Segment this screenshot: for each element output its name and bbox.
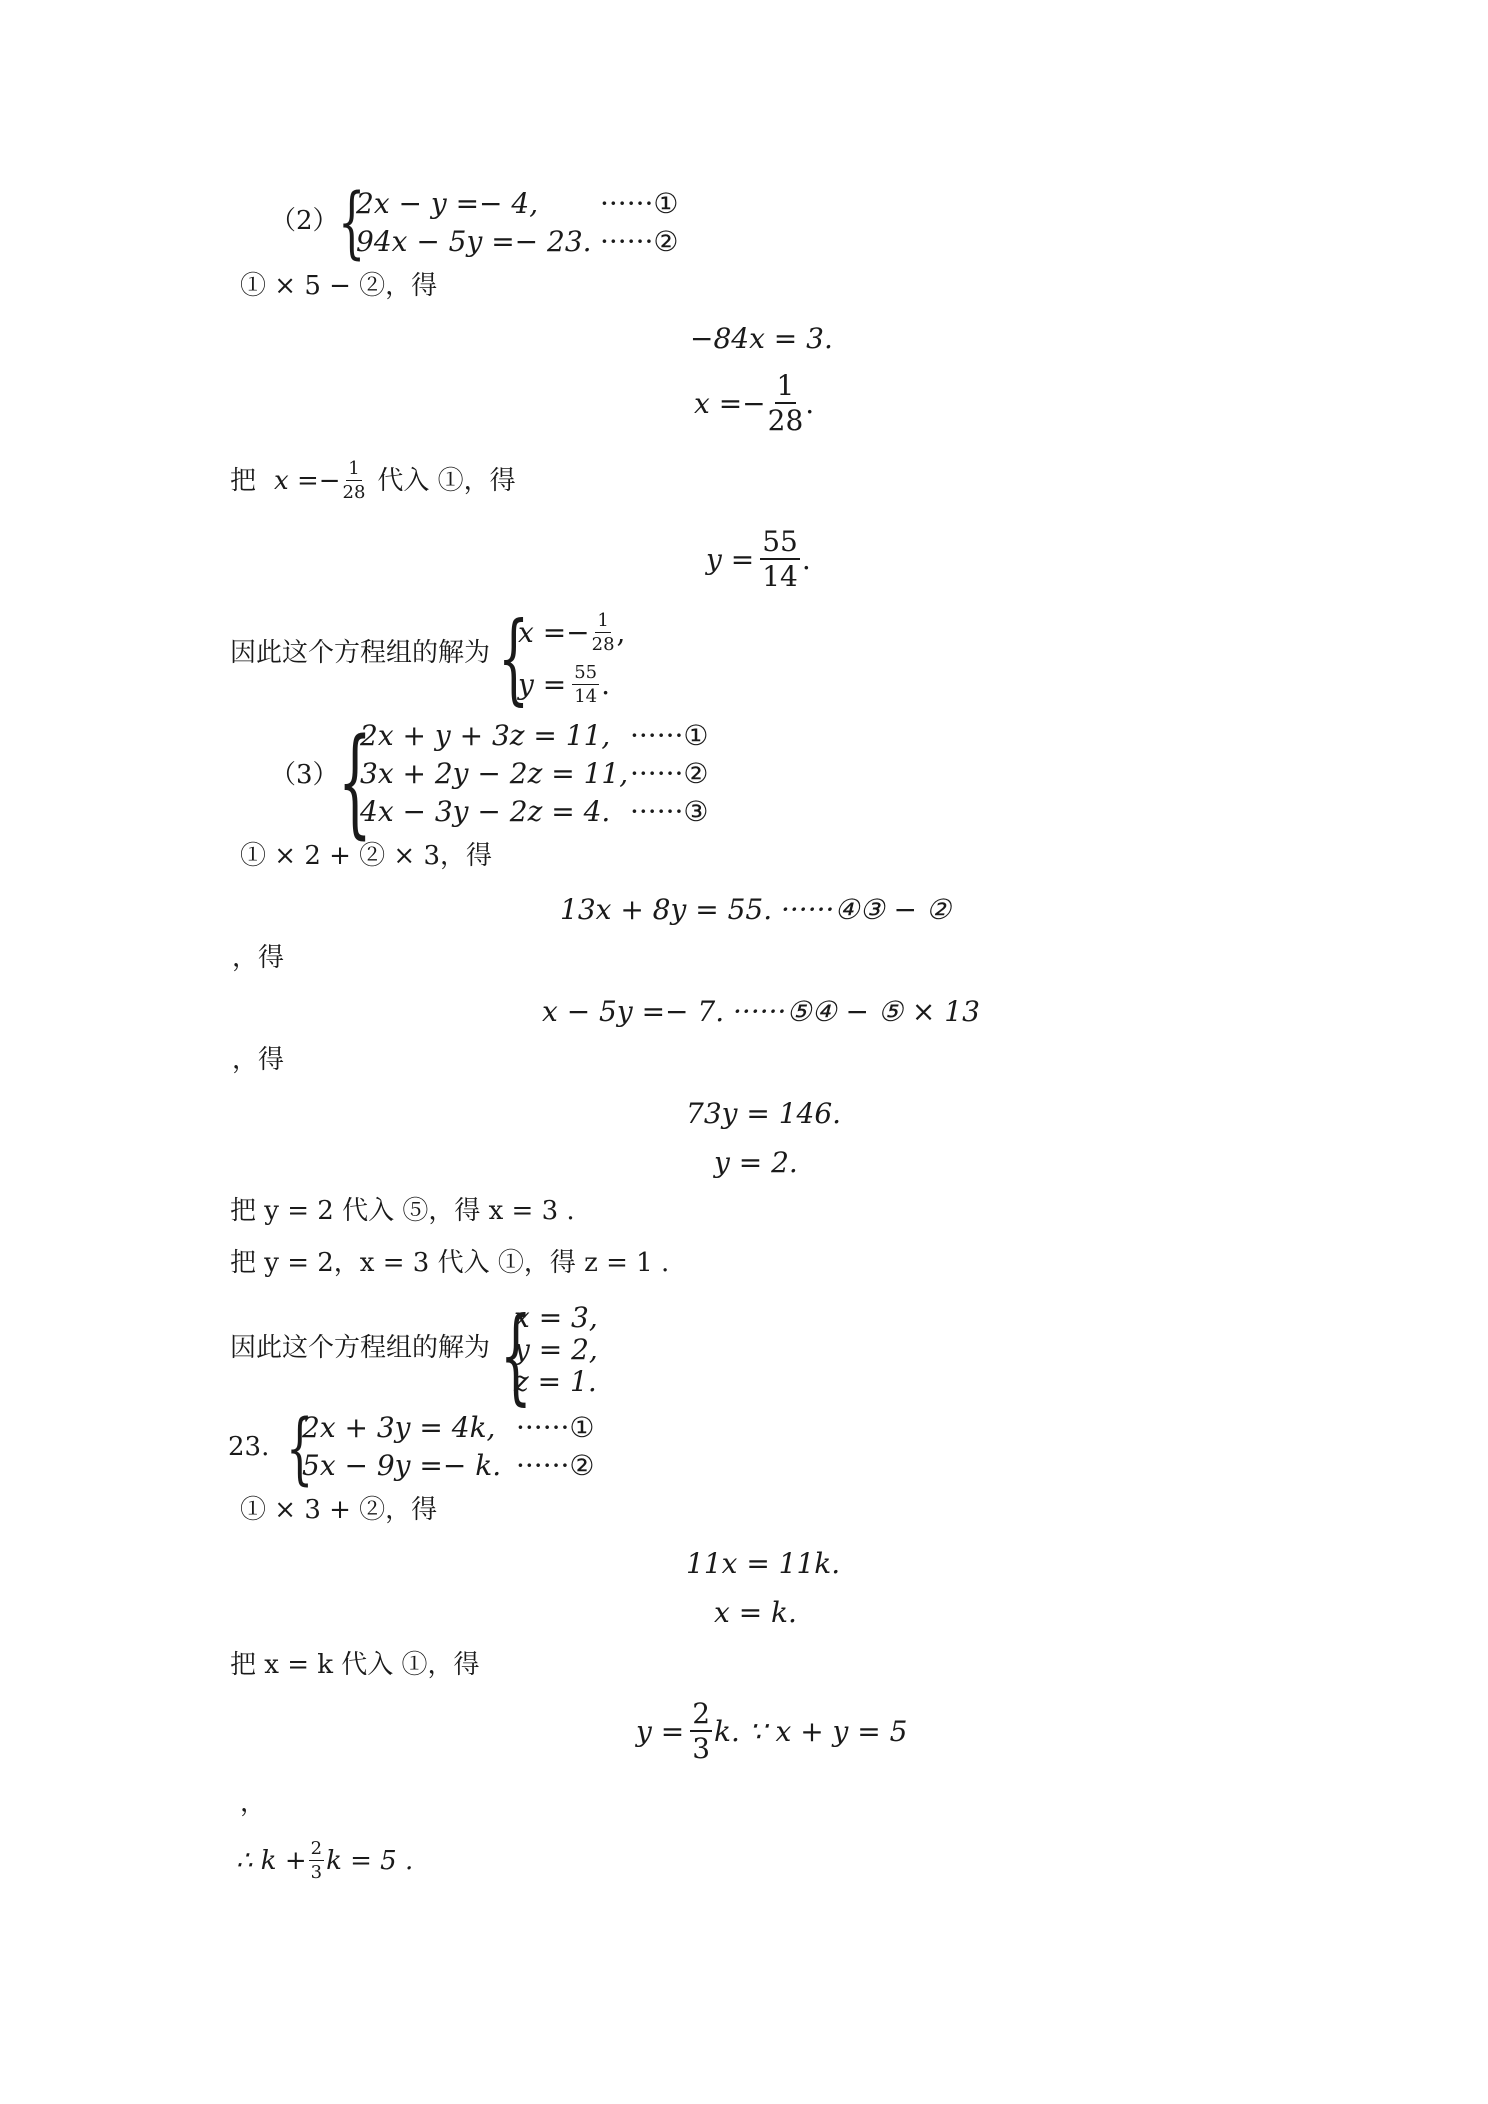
equation-2: 5x − 9y =− k. bbox=[302, 1449, 502, 1482]
result-equation: x − 5y =− 7. ······⑤④ − ⑤ × 13 bbox=[542, 995, 980, 1028]
problem-23-label: 23. bbox=[228, 1432, 270, 1462]
fraction bbox=[343, 460, 366, 502]
lhs: ∴ k + bbox=[236, 1846, 307, 1876]
step-text: ，得 bbox=[232, 1045, 285, 1075]
solution-z: z = 1. bbox=[514, 1365, 597, 1398]
part-2-label: （2） bbox=[270, 206, 339, 236]
lhs: y = bbox=[636, 1714, 685, 1748]
solution-y: y = 2, bbox=[514, 1333, 598, 1366]
substitution-line bbox=[230, 460, 516, 502]
step-text: ，得 bbox=[232, 943, 285, 973]
result-equation: y = 2. bbox=[714, 1146, 798, 1179]
fraction bbox=[592, 612, 615, 654]
result-equation: x = k. bbox=[714, 1596, 797, 1629]
fraction bbox=[760, 525, 800, 593]
substitution-line: 把 x = k 代入 ①，得 bbox=[230, 1650, 480, 1680]
tail: . bbox=[805, 386, 815, 420]
numerator: 55 bbox=[574, 662, 598, 683]
lhs: x =− bbox=[518, 616, 590, 649]
lhs: x =− bbox=[694, 386, 766, 420]
lhs: y = bbox=[706, 542, 755, 576]
tail: k = 5 . bbox=[326, 1846, 414, 1876]
solution-y bbox=[518, 664, 610, 706]
solution-label: 因此这个方程组的解为 bbox=[230, 638, 491, 668]
tail: k. ∵ x + y = 5 bbox=[714, 1714, 908, 1748]
denominator: 28 bbox=[591, 634, 615, 655]
denominator: 14 bbox=[762, 560, 798, 593]
fraction bbox=[767, 369, 804, 437]
fraction bbox=[690, 1697, 712, 1765]
result-fraction-equation bbox=[636, 1697, 908, 1765]
fraction bbox=[572, 664, 599, 706]
result-equation: −84x = 3. bbox=[690, 322, 833, 355]
result-equation: 11x = 11k. bbox=[686, 1547, 841, 1580]
numerator: 2 bbox=[310, 1838, 323, 1859]
brace-symbol: { bbox=[286, 1404, 314, 1494]
denominator: 28 bbox=[342, 482, 366, 503]
solution-label: 因此这个方程组的解为 bbox=[230, 1333, 491, 1363]
equation-tag-1: ······① bbox=[630, 719, 709, 752]
equation-tag-1: ······① bbox=[600, 187, 679, 220]
result-equation: 13x + 8y = 55. ······④③ − ② bbox=[560, 893, 951, 926]
step-text: ① × 5 − ②，得 bbox=[240, 271, 438, 301]
denominator: 28 bbox=[767, 404, 804, 437]
denominator: 3 bbox=[692, 1732, 711, 1765]
brace-symbol: { bbox=[500, 1294, 532, 1416]
equation-tag-2: ······② bbox=[630, 757, 709, 790]
subst-prefix: 把 bbox=[230, 466, 257, 496]
equation-tag-2: ······② bbox=[516, 1449, 595, 1482]
brace-symbol: { bbox=[338, 712, 372, 850]
equation-1: 2x − y =− 4, bbox=[356, 187, 539, 220]
lhs: y = bbox=[518, 668, 567, 701]
result-fraction-equation bbox=[706, 525, 811, 593]
equation-2: 94x − 5y =− 23. bbox=[356, 225, 592, 258]
result-fraction-equation bbox=[694, 369, 815, 437]
tail: , bbox=[616, 616, 626, 649]
part-3-label: （3） bbox=[270, 760, 339, 790]
equation-2: 3x + 2y − 2z = 11, bbox=[360, 757, 629, 790]
brace-symbol: { bbox=[338, 178, 366, 268]
solution-x: x = 3, bbox=[514, 1301, 598, 1334]
numerator: 1 bbox=[776, 369, 795, 402]
solution-x bbox=[518, 612, 625, 654]
step-text: ① × 3 + ②，得 bbox=[240, 1495, 438, 1525]
equation-1: 2x + y + 3z = 11, bbox=[360, 719, 611, 752]
numerator: 55 bbox=[762, 525, 798, 558]
numerator: 2 bbox=[692, 1697, 711, 1730]
numerator: 1 bbox=[597, 610, 609, 631]
equation-1: 2x + 3y = 4k, bbox=[302, 1411, 496, 1444]
tail: . bbox=[801, 542, 811, 576]
fraction bbox=[309, 1840, 324, 1882]
substitution-line: 把 y = 2，x = 3 代入 ①，得 z = 1 . bbox=[230, 1248, 670, 1278]
step-text: ， bbox=[240, 1788, 267, 1818]
tail: . bbox=[601, 668, 610, 701]
equation-tag-1: ······① bbox=[516, 1411, 595, 1444]
denominator: 3 bbox=[310, 1862, 323, 1883]
substitution-line: 把 y = 2 代入 ⑤，得 x = 3 . bbox=[230, 1196, 575, 1226]
equation-tag-2: ······② bbox=[600, 225, 679, 258]
denominator: 14 bbox=[574, 686, 598, 707]
subst-variable: x =− bbox=[274, 466, 341, 496]
step-text: ① × 2 + ② × 3，得 bbox=[240, 841, 493, 871]
final-equation bbox=[236, 1840, 413, 1882]
subst-suffix: 代入 ①，得 bbox=[377, 466, 516, 496]
result-equation: 73y = 146. bbox=[686, 1097, 842, 1130]
numerator: 1 bbox=[348, 458, 360, 479]
equation-3: 4x − 3y − 2z = 4. bbox=[360, 795, 611, 828]
equation-tag-3: ······③ bbox=[630, 795, 709, 828]
brace-symbol: { bbox=[498, 602, 530, 716]
